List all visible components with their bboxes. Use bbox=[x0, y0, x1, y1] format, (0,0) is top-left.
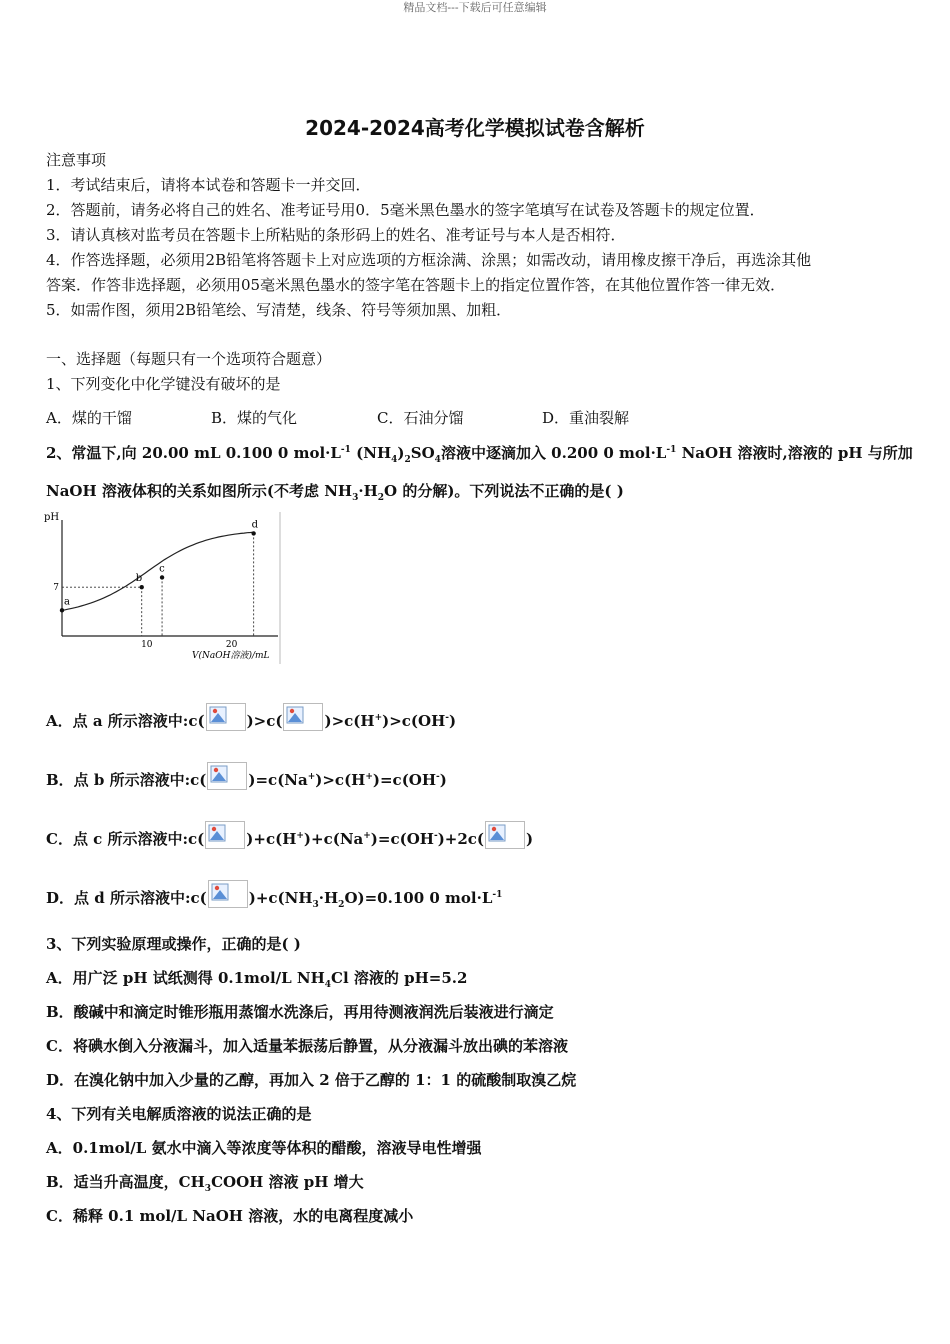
q2-option-b[interactable]: B．点 b 所示溶液中:c( )=c(Na+)>c(H+)=c(OH-) bbox=[46, 762, 447, 790]
q2-option-d[interactable]: D．点 d 所示溶液中:c( )$+c(NH_3\cdot H_2O)=0.100$ 0 $mol\cdot L^{-1}$ bbox=[46, 880, 502, 908]
q3-option-a[interactable]: A．用广泛 pH 试纸测得 0.1mol/L $NH_4Cl$ 溶液的 pH=5.2 bbox=[46, 969, 468, 990]
q3-option-c[interactable]: C．将碘水倒入分液漏斗，加入适量苯振荡后静置，从分液漏斗放出碘的苯溶液 bbox=[46, 1037, 568, 1055]
ph-titration-chart bbox=[42, 506, 282, 666]
q1-option-c[interactable]: C．石油分馏 bbox=[377, 409, 464, 427]
data-point-b bbox=[140, 585, 144, 589]
image-placeholder-icon bbox=[208, 880, 248, 908]
q1-option-d[interactable]: D．重油裂解 bbox=[542, 409, 630, 427]
section-heading: 一、选择题（每题只有一个选项符合题意） bbox=[46, 350, 332, 368]
q1-option-a[interactable]: A．煤的干馏 bbox=[46, 409, 132, 427]
page-title: 2024-2024高考化学模拟试卷含解析 bbox=[305, 116, 645, 140]
q2-option-a[interactable]: A．点 a 所示溶液中:c( )>c( )>c(H+)>c(OH-) bbox=[46, 703, 456, 731]
data-point-label-b: b bbox=[135, 573, 143, 585]
data-point-c bbox=[160, 575, 164, 579]
q4-option-a[interactable]: A．0.1mol/L 氨水中滴入等浓度等体积的醋酸，溶液导电性增强 bbox=[46, 1139, 482, 1157]
x-tick-label: 20 bbox=[225, 640, 238, 650]
question-3-stem: 3、下列实验原理或操作，正确的是( ) bbox=[46, 935, 301, 953]
image-placeholder-icon bbox=[485, 821, 525, 849]
data-point-a bbox=[60, 608, 64, 612]
ph-curve bbox=[62, 532, 254, 610]
notice-item: 4．作答选择题，必须用2B铅笔将答题卡上对应选项的方框涂满、涂黑；如需改动，请用橡皮擦干净后，再选涂其他 bbox=[46, 251, 812, 269]
question-2-stem: 2、常温下,向 20.00 mL 0.100 0 $mol\cdot L^{-1}$ $(NH_4)_2SO_4$溶液中逐滴加入 0.200 0 $mol\cdot L^{-1}$ NaOH 溶液时,溶液的 pH 与所加 bbox=[46, 444, 913, 465]
notice-heading: 注意事项 bbox=[46, 151, 107, 169]
image-placeholder-icon bbox=[283, 703, 323, 731]
q4-option-c[interactable]: C．稀释 0.1 mol/L NaOH 溶液，水的电离程度减小 bbox=[46, 1207, 414, 1225]
q4-option-b[interactable]: B．适当升高温度，$CH_3COOH$ 溶液 pH 增大 bbox=[46, 1173, 364, 1194]
q3-option-b[interactable]: B．酸碱中和滴定时锥形瓶用蒸馏水洗涤后，再用待测液润洗后装液进行滴定 bbox=[46, 1003, 554, 1021]
x-axis-label: V(NaOH溶液)/mL bbox=[192, 651, 270, 661]
notice-item: 答案．作答非选择题，必须用05毫米黑色墨水的签字笔在答题卡上的指定位置作答，在其他位置作答一律无效． bbox=[46, 276, 786, 294]
question-2-stem-line2: NaOH 溶液体积的关系如图所示(不考虑 $NH_3\cdot H_2O$ 的分解)。下列说法不正确的是( ) bbox=[46, 482, 624, 503]
data-point-label-d: d bbox=[251, 519, 259, 531]
data-point-d bbox=[251, 531, 255, 535]
notice-item: 1．考试结束后，请将本试卷和答题卡一并交回． bbox=[46, 176, 371, 194]
notice-item: 2．答题前，请务必将自己的姓名、准考证号用0．5毫米黑色墨水的签字笔填写在试卷及答题卡的规定位置． bbox=[46, 201, 765, 219]
header-note: 精品文档---下载后可任意编辑 bbox=[403, 1, 547, 14]
q3-option-d[interactable]: D．在溴化钠中加入少量的乙醇，再加入 2 倍于乙醇的 1：1 的硫酸制取溴乙烷 bbox=[46, 1071, 577, 1089]
question-1-stem: 1、下列变化中化学键没有破坏的是 bbox=[46, 375, 281, 393]
data-point-label-a: a bbox=[64, 596, 70, 608]
y-tick-label: 7 bbox=[53, 583, 59, 594]
image-placeholder-icon bbox=[205, 821, 245, 849]
image-placeholder-icon bbox=[207, 762, 247, 790]
notice-item: 5．如需作图，须用2B铅笔绘、写清楚，线条、符号等须加黑、加粗． bbox=[46, 301, 512, 319]
x-tick-label: 10 bbox=[141, 640, 153, 650]
q1-option-b[interactable]: B．煤的气化 bbox=[211, 409, 298, 427]
image-placeholder-icon bbox=[206, 703, 246, 731]
y-axis-label: pH bbox=[44, 512, 60, 523]
question-4-stem: 4、下列有关电解质溶液的说法正确的是 bbox=[46, 1105, 312, 1123]
data-point-label-c: c bbox=[159, 563, 165, 575]
q2-option-c[interactable]: C．点 c 所示溶液中:c( )+c(H+)+c(Na+)=c(OH-)+2c( ) bbox=[46, 821, 533, 849]
notice-item: 3．请认真核对监考员在答题卡上所粘贴的条形码上的姓名、准考证号与本人是否相符． bbox=[46, 226, 626, 244]
